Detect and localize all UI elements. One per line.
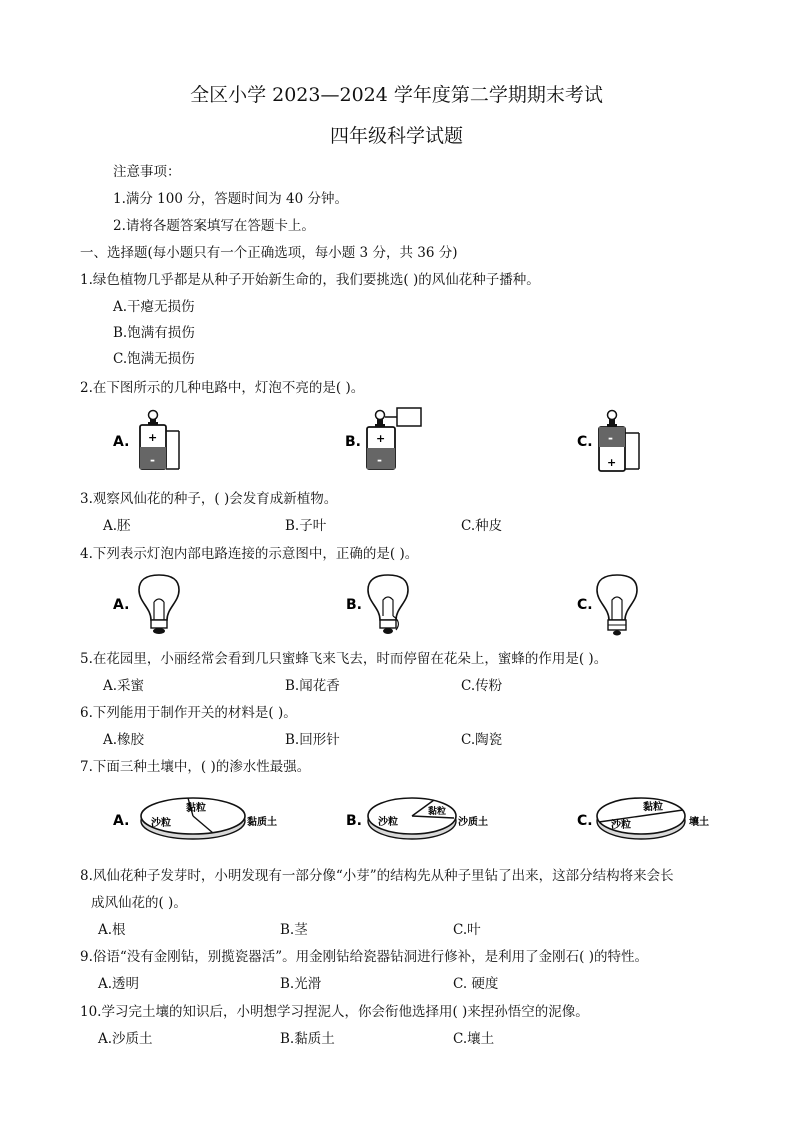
option: B.闻花香 xyxy=(285,678,340,694)
option: C.饱满无损伤 xyxy=(113,351,195,367)
battery-minus-sign: - xyxy=(150,453,155,467)
battery-minus-sign: - xyxy=(608,431,613,445)
figure-letter: A. xyxy=(113,813,130,829)
figure-letter: B. xyxy=(346,597,362,613)
figure-letter: C. xyxy=(577,434,593,450)
option: B.回形针 xyxy=(285,732,340,748)
soil-figure-c xyxy=(577,788,747,850)
option: B.子叶 xyxy=(285,518,327,534)
figure-letter: C. xyxy=(577,813,593,829)
notes-heading: 注意事项： xyxy=(113,164,181,180)
soil-name: 壤土 xyxy=(689,817,709,828)
soil-sand-label: 沙粒 xyxy=(611,820,631,831)
soil-sand-label: 沙粒 xyxy=(378,817,398,828)
notes-item: 2.请将各题答案填写在答题卡上。 xyxy=(113,218,315,234)
bulb-figure-b xyxy=(346,572,426,638)
bulb-figure-c xyxy=(577,572,657,638)
notes-item: 1.满分 100 分，答题时间为 40 分钟。 xyxy=(113,191,348,207)
option: C.传粉 xyxy=(461,678,503,694)
question-stem: 1.绿色植物几乎都是从种子开始新生命的，我们要挑选( )的风仙花种子播种。 xyxy=(80,272,540,288)
question-stem-continued: 成风仙花的( )。 xyxy=(91,895,187,911)
battery-minus-sign: - xyxy=(377,453,382,467)
question-stem: 9.俗语“没有金刚钻，别揽瓷器活”。用金刚钻给瓷器钻洞进行修补，是利用了金刚石( )的特性。 xyxy=(80,949,649,965)
soil-figure-b xyxy=(346,788,516,850)
battery-plus-sign: + xyxy=(376,432,386,445)
option: B.饱满有损伤 xyxy=(113,325,195,341)
circuit-figure-b xyxy=(345,405,435,475)
soil-name: 沙质土 xyxy=(458,817,488,828)
figure-letter: B. xyxy=(345,434,361,450)
option: A.采蜜 xyxy=(103,678,145,694)
option: A.根 xyxy=(98,922,126,938)
battery-plus-sign: + xyxy=(148,431,158,444)
question-stem: 6.下列能用于制作开关的材料是( )。 xyxy=(80,705,297,721)
circuit-figure-a xyxy=(113,405,193,475)
battery-plus-sign: + xyxy=(607,456,617,469)
question-stem: 4.下列表示灯泡内部电路连接的示意图中，正确的是( )。 xyxy=(80,546,419,562)
question-stem: 10.学习完土壤的知识后，小明想学习捏泥人，你会衔他选择用( )来捏孙悟空的泥像。 xyxy=(80,1004,589,1020)
option: C. 硬度 xyxy=(453,976,499,992)
question-stem: 7.下面三种土壤中，( )的渗水性最强。 xyxy=(80,759,311,775)
option: A.干瘪无损伤 xyxy=(113,299,195,315)
soil-clay-label: 黏粒 xyxy=(428,807,447,817)
figure-letter: B. xyxy=(346,813,362,829)
question-stem: 2.在下图所示的几种电路中，灯泡不亮的是( )。 xyxy=(80,380,365,396)
option: B.茎 xyxy=(280,922,308,938)
option: A.透明 xyxy=(98,976,140,992)
soil-name: 黏质土 xyxy=(247,817,277,828)
exam-title: 全区小学 2023—2024 学年度第二学期期末考试 xyxy=(190,84,603,106)
option: A.胚 xyxy=(103,518,131,534)
question-stem: 3.观察风仙花的种子，( )会发育成新植物。 xyxy=(80,491,338,507)
section-heading: 一、选择题(每小题只有一个正确选项，每小题 3 分，共 36 分) xyxy=(80,245,458,261)
option: A.橡胶 xyxy=(103,732,145,748)
circuit-figure-c xyxy=(577,405,657,475)
question-stem: 8.风仙花种子发芽时，小明发现有一部分像“小芽”的结构先从种子里钻了出来，这部分结构将来会长 xyxy=(80,868,674,884)
option: B.黏质土 xyxy=(280,1031,335,1047)
option: C.种皮 xyxy=(461,518,503,534)
option: A.沙质土 xyxy=(98,1031,153,1047)
soil-clay-label: 黏粒 xyxy=(643,802,663,813)
option: B.光滑 xyxy=(280,976,322,992)
figure-letter: A. xyxy=(113,597,130,613)
figure-letter: C. xyxy=(577,597,593,613)
option: C.叶 xyxy=(453,922,481,938)
option: C.陶瓷 xyxy=(461,732,503,748)
bulb-figure-a xyxy=(113,572,193,638)
figure-letter: A. xyxy=(113,434,130,450)
exam-subtitle: 四年级科学试题 xyxy=(329,125,463,147)
soil-figure-a xyxy=(113,788,283,850)
question-stem: 5.在花园里，小丽经常会看到几只蜜蜂飞来飞去，时而停留在花朵上，蜜蜂的作用是( )。 xyxy=(80,651,608,667)
option: C.壤土 xyxy=(453,1031,495,1047)
soil-clay-label: 黏粒 xyxy=(186,803,206,814)
soil-sand-label: 沙粒 xyxy=(151,818,171,829)
